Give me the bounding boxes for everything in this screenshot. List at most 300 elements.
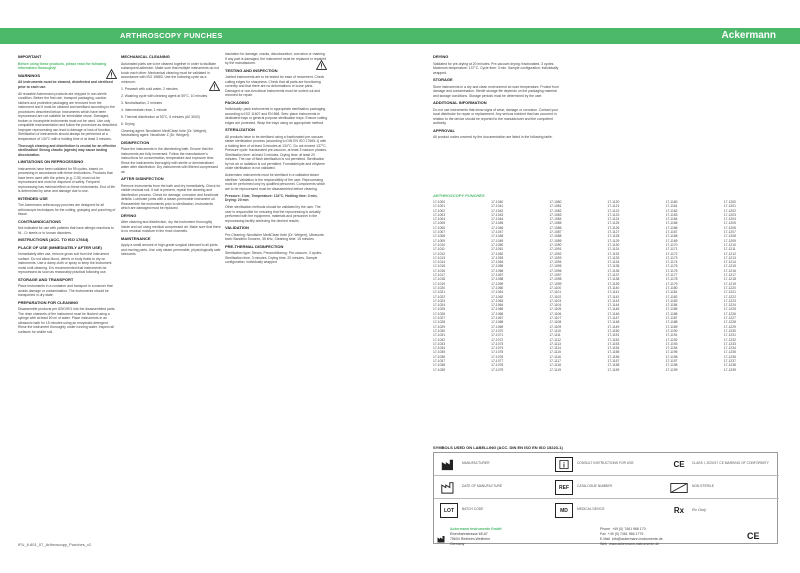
company-address — [450, 527, 502, 547]
article-code: 17-1115 — [549, 350, 561, 355]
article-code: 17-1080 — [549, 200, 562, 204]
phone-value: +49 (0) 7461 966 170 — [612, 527, 646, 531]
article-code: 17-1237 — [723, 358, 736, 363]
article-code: 17-1186 — [665, 311, 678, 316]
article-code: 17-1048 — [491, 234, 504, 239]
document-id: IFU_6.601_07_Arthroscopy_Punches_v2 — [18, 542, 92, 547]
article-code: 17-1150 — [607, 328, 620, 333]
storage-text: Store instruments in a dry and clean environment at room temperature. Protect from damage and contamination. Sterile storage life depends on the packaging material and storage conditions. Storage periods must be determined by the user. — [433, 84, 559, 98]
article-code: 17-1016 — [433, 268, 446, 273]
article-code: 17-1196 — [665, 354, 678, 359]
article-code: 17-1032 — [433, 337, 446, 342]
article-code: 17-1079 — [491, 367, 504, 372]
article-code: 17-1126 — [607, 225, 620, 230]
article-code: 17-1138 — [607, 277, 620, 282]
article-code: 17-1074 — [491, 346, 504, 351]
article-code: 17-1109 — [549, 324, 562, 329]
article-code: 17-1133 — [607, 255, 620, 260]
article-code: 17-1144 — [607, 303, 620, 308]
article-code: 17-1122 — [607, 208, 620, 213]
article-code: 17-1131 — [607, 247, 620, 252]
symbol-cell — [549, 476, 664, 499]
article-grid — [433, 200, 778, 372]
mech-step-4: 4. Intermediate rinse, 1 minute — [121, 107, 167, 112]
approval-text: All product codes covered by the documentation are listed in the following table. — [433, 135, 553, 139]
md-icon: MD — [555, 503, 573, 518]
article-code: 17-1231 — [723, 333, 736, 338]
article-code: 17-1178 — [665, 277, 678, 282]
symbol-label: CONSULT INSTRUCTIONS FOR USE — [577, 461, 634, 465]
additional-info-title: ADDITIONAL INFORMATION — [433, 100, 487, 105]
article-code: 17-1009 — [433, 238, 446, 243]
article-code: 17-1169 — [665, 238, 678, 243]
article-code: 17-1172 — [665, 251, 678, 256]
symbol-cell — [434, 499, 549, 522]
page-title: ARTHROSCOPY PUNCHES — [120, 31, 223, 40]
symbols-row — [434, 499, 779, 522]
warnings-p1: All instruments must be cleaned, disinfected and sterilised prior to each use. — [18, 80, 113, 89]
article-code: 17-1181 — [665, 290, 678, 295]
symbol-label: DATE OF MANUFACTURE — [462, 484, 503, 488]
article-code: 17-1056 — [491, 268, 504, 273]
article-column — [433, 200, 487, 372]
article-code: 17-1099 — [549, 281, 562, 286]
article-code: 17-1029 — [433, 324, 446, 329]
article-code: 17-1190 — [665, 328, 678, 333]
validation2-text: Sterilisation type: Steam, Preconditioning: Pre-vacuum, 3 cycles, Sterilisation time: 3 minutes, Drying time: 20 minutes, Sample configuration: individually wrapped — [225, 251, 323, 264]
company-street: Eisenbahnstrasse 65-67 — [450, 532, 488, 536]
article-code: 17-1004 — [433, 217, 446, 222]
article-code: 17-1179 — [665, 281, 678, 286]
factory-icon — [437, 530, 447, 540]
after-disinfection-text: Remove instruments from the bath and dry immediately. Check for visible residual soil. If soil is present, repeat the cleaning and disinfection process. Check for damage, corrosion and functional deficits. Lubricate joints with a steam-permeable instrument oil. Reassemble the instruments prior to sterilisation. Instruments which are damaged must be replaced. — [121, 183, 221, 210]
article-code: 17-1194 — [665, 346, 678, 351]
article-code: 17-1235 — [723, 350, 736, 355]
article-code: 17-1184 — [665, 303, 678, 308]
article-code: 17-1013 — [433, 255, 446, 260]
article-code: 17-1227 — [723, 316, 736, 321]
article-code: 17-1119 — [549, 367, 561, 372]
article-code: 17-1067 — [491, 316, 504, 321]
article-code: 17-1071 — [491, 333, 504, 338]
article-code: 17-1034 — [433, 346, 446, 351]
article-code: 17-1019 — [433, 281, 446, 286]
article-code: 17-1189 — [665, 324, 678, 329]
article-code: 17-1024 — [433, 303, 446, 308]
article-code: 17-1083 — [549, 212, 562, 217]
article-code: 17-1193 — [665, 341, 678, 346]
article-code: 17-1008 — [433, 234, 446, 239]
article-code: 17-1001 — [433, 204, 446, 209]
warning-triangle-icon — [209, 78, 220, 88]
article-code: 17-1043 — [491, 212, 504, 217]
article-code: 17-1096 — [549, 268, 562, 273]
sterilization-text-3: Other sterilisation methods should be validated by the user. The user is responsible for ensuring that the reprocessing is actually performed with the equipment, materials and personnel in the reprocessing facility achieving the desired results. — [225, 205, 321, 223]
symbol-cell — [664, 453, 779, 476]
article-code: 17-1153 — [607, 341, 620, 346]
article-code: 17-1086 — [549, 225, 562, 230]
article-code: 17-1068 — [491, 320, 504, 325]
article-code: 17-1088 — [549, 234, 562, 239]
article-code: 17-1159 — [607, 367, 620, 372]
article-code: 17-1141 — [607, 290, 620, 295]
article-code: 17-1139 — [607, 281, 620, 286]
ref-icon: REF — [555, 480, 573, 495]
article-code: 17-1125 — [607, 221, 620, 226]
article-code: 17-1161 — [665, 204, 678, 209]
article-code: 17-1188 — [665, 320, 678, 325]
article-code: 17-1177 — [665, 273, 678, 278]
article-code: 17-1031 — [433, 333, 446, 338]
article-code: 17-1044 — [491, 217, 504, 222]
article-code: 17-1063 — [491, 298, 504, 303]
article-list-title: ARTHROSCOPY PUNCHES — [433, 193, 485, 198]
article-code: 17-1089 — [549, 238, 562, 243]
article-code: 17-1030 — [433, 328, 446, 333]
ce-mark-icon: CE — [673, 460, 685, 469]
article-code: 17-1162 — [665, 208, 678, 213]
article-code: 17-1154 — [607, 346, 620, 351]
article-code: 17-1234 — [723, 346, 736, 351]
article-code: 17-1171 — [665, 247, 678, 252]
article-code: 17-1047 — [491, 230, 504, 235]
symbol-cell — [664, 499, 779, 522]
article-code: 17-1060 — [491, 285, 504, 290]
article-code: 17-1021 — [433, 290, 446, 295]
article-code: 17-1168 — [665, 234, 678, 239]
svg-text:i: i — [563, 462, 565, 470]
mech-cleaning-title: MECHANICAL CLEANING — [121, 54, 170, 59]
article-code: 17-1158 — [607, 363, 620, 368]
article-code: 17-1216 — [723, 268, 736, 273]
article-code: 17-1082 — [549, 208, 562, 213]
article-code: 17-1040 — [491, 200, 504, 204]
article-code: 17-1130 — [607, 242, 620, 247]
article-code: 17-1059 — [491, 281, 504, 286]
article-code: 17-1209 — [723, 238, 736, 243]
article-code: 17-1025 — [433, 307, 446, 312]
validation-text: Pre-Cleaning: Neodisher MediClean forte (Dr. Weigert), Ultrasonic bath: Bandelin Sonorex, 35 kHz, Cleaning time: 15 minutes — [225, 232, 325, 241]
article-code: 17-1200 — [723, 200, 736, 204]
intended-title: INTENDED USE — [18, 195, 48, 201]
article-code: 17-1113 — [549, 341, 561, 346]
article-code: 17-1232 — [723, 337, 736, 342]
article-code: 17-1091 — [549, 247, 562, 252]
article-code: 17-1212 — [723, 251, 736, 256]
article-code: 17-1192 — [665, 337, 678, 342]
company-contact — [600, 527, 663, 547]
article-code: 17-1214 — [723, 260, 736, 265]
sterilization-text-2: Ackermann instruments must be sterilised in a validated steam steriliser. Validation is the responsibility of the user. Reprocessing must be performed only by qualified personnel. Components which are to be reprocessed must be disassembled before cleaning. — [225, 173, 326, 191]
article-code: 17-1203 — [723, 212, 736, 217]
article-code: 17-1055 — [491, 264, 504, 269]
article-code: 17-1107 — [549, 316, 562, 321]
symbol-cell — [434, 476, 549, 499]
article-code: 17-1132 — [607, 251, 620, 256]
article-code: 17-1238 — [723, 363, 736, 368]
article-code: 17-1129 — [607, 238, 620, 243]
symbols-row — [434, 476, 779, 499]
column-3 — [225, 52, 328, 507]
article-code: 17-1215 — [723, 264, 736, 269]
validation-title: VALIDATION — [225, 225, 249, 230]
additional-info-text: Do not use instruments that show signs of wear, damage or corrosion. Contact your local distributor for repair or replacement. Any serious incident that has occurred in relation to the device should be reported to the manufacturer and the competent authority. — [433, 107, 559, 125]
article-code: 17-1026 — [433, 311, 446, 316]
article-code: 17-1143 — [607, 298, 620, 303]
article-code: 17-1137 — [607, 273, 620, 278]
article-code: 17-1100 — [549, 285, 562, 290]
important-title: IMPORTANT — [18, 54, 42, 59]
article-code: 17-1199 — [665, 367, 678, 372]
article-code: 17-1176 — [665, 268, 678, 273]
article-code: 17-1110 — [549, 328, 561, 333]
article-column — [724, 200, 778, 372]
web-label: Web — [600, 542, 608, 546]
article-code: 17-1164 — [665, 217, 678, 222]
column-1 — [18, 52, 118, 507]
article-code: 17-1135 — [607, 264, 620, 269]
ce-mark: CE — [747, 531, 760, 541]
article-code: 17-1064 — [491, 303, 504, 308]
company-country: Germany — [450, 542, 465, 546]
article-code: 17-1208 — [723, 234, 736, 239]
symbol-label: Rx Only — [692, 507, 707, 512]
maintenance-title: MAINTENANCE — [121, 235, 151, 241]
article-code: 17-1078 — [491, 363, 504, 368]
article-code: 17-1037 — [433, 358, 446, 363]
contra-title: CONTRAINDICATIONS — [18, 218, 61, 224]
limitations-text: Instruments have been validated for 99 cycles, based on processing in accordance with these instructions. Products that have been used with the prions (e.g. CJD) must not be reprocessed and must be disposed of safely. Frequent reprocessing has minimal effect on these instruments. End of life is determined by wear and damage due to use. — [18, 166, 115, 193]
article-code: 17-1229 — [723, 324, 736, 329]
article-column — [608, 200, 662, 372]
article-code: 17-1173 — [665, 255, 678, 260]
symbols-row — [434, 453, 779, 476]
article-code: 17-1163 — [665, 212, 678, 217]
article-code: 17-1092 — [549, 251, 562, 256]
article-code: 17-1205 — [723, 221, 736, 226]
article-code: 17-1197 — [665, 358, 678, 363]
article-code: 17-1106 — [549, 311, 562, 316]
article-code: 17-1057 — [491, 273, 504, 278]
article-code: 17-1191 — [665, 333, 678, 338]
article-code: 17-1035 — [433, 350, 446, 355]
article-code: 17-1114 — [549, 346, 561, 351]
article-code: 17-1022 — [433, 294, 446, 299]
article-code: 17-1221 — [723, 290, 736, 295]
article-code: 17-1002 — [433, 208, 446, 213]
article-list — [433, 190, 778, 440]
article-code: 17-1213 — [723, 255, 736, 260]
article-code: 17-1023 — [433, 298, 446, 303]
article-code: 17-1104 — [549, 303, 562, 308]
consult-instructions-icon — [555, 457, 573, 472]
lot-icon: LOT — [440, 503, 458, 518]
factory-icon — [440, 457, 458, 472]
symbol-label: CLASS I, 2020/17 CE MARKING OF CONFORMITY — [692, 461, 769, 465]
article-code: 17-1020 — [433, 285, 446, 290]
article-code: 17-1148 — [607, 320, 620, 325]
article-code: 17-1134 — [607, 260, 620, 265]
article-code: 17-1012 — [433, 251, 446, 256]
symbol-cell — [434, 453, 549, 476]
article-code: 17-1061 — [491, 290, 504, 295]
article-code: 17-1146 — [607, 311, 620, 316]
article-code: 17-1204 — [723, 217, 736, 222]
article-code: 17-1054 — [491, 260, 504, 265]
instructions-title: INSTRUCTIONS (ACC. TO ISO 17664) — [18, 237, 89, 242]
maintenance-text: Apply a small amount of high-grade surgical lubricant to all joints and moving parts. Use only steam-permeable, physiologically safe lubricants. — [121, 243, 221, 256]
prep-text: Disassemble products per ASKVR/1 into the disassembled parts. The rinse channels of the instrument must be flushed using a syringe with at least 50 ml of water. Place instruments in an ultrasonic bath for 15 minutes using an enzymatic detergent. Rinse the instrument thoroughly under running water. Inspect all surfaces for visible soil. — [18, 307, 116, 334]
warnings-title: WARNINGS — [18, 72, 40, 78]
article-code: 17-1116 — [549, 354, 561, 359]
article-code: 17-1039 — [433, 367, 446, 372]
article-code: 17-1160 — [665, 200, 678, 204]
article-code: 17-1038 — [433, 363, 446, 368]
article-code: 17-1142 — [607, 294, 620, 299]
article-code: 17-1185 — [665, 307, 678, 312]
testing-title: TESTING AND INSPECTION — [225, 67, 278, 73]
article-code: 17-1015 — [433, 264, 446, 269]
article-code: 17-1225 — [723, 307, 736, 312]
article-column — [491, 200, 545, 372]
storage-title: STORAGE — [433, 77, 453, 82]
intended-text: The Ackermann arthroscopy punches are designed for all arthroscopic techniques for the cutting, grasping and punching of tissue. — [18, 203, 116, 216]
symbol-label: BATCH CODE — [462, 507, 484, 511]
article-code: 17-1051 — [491, 247, 504, 252]
article-code: 17-1151 — [607, 333, 620, 338]
article-code: 17-1223 — [723, 298, 736, 303]
email-label: E-Mail — [600, 537, 610, 541]
article-code: 17-1094 — [549, 260, 562, 265]
article-code: 17-1180 — [665, 285, 678, 290]
article-code: 17-1014 — [433, 260, 446, 265]
article-code: 17-1183 — [665, 298, 678, 303]
mech-step-6: 6. Drying — [121, 121, 135, 126]
article-code: 17-1182 — [665, 294, 678, 299]
article-code: 17-1165 — [665, 221, 678, 226]
warnings-p3: Thorough cleaning and disinfection is crucial for an effective sterilisation! Strong chaotic (agents) may cause lasting discoloration. — [18, 143, 117, 157]
article-code: 17-1093 — [549, 255, 562, 260]
drying-validation-text: Validated for pre-drying at 20 minutes. Pre-vacuum drying: fractionated, 3 cycles. Maximum temperature: 137°C. Cycle time: 3 min. Sample configuration: individually wrapped. — [433, 61, 559, 75]
web-value[interactable]: www.ackermann-instrumente.de — [609, 542, 660, 546]
limitations-title: LIMITATIONS ON REPROCESSING — [18, 159, 84, 164]
article-column — [549, 200, 603, 372]
article-code: 17-1219 — [723, 281, 736, 286]
article-code: 17-1117 — [549, 358, 561, 363]
warning-triangle-icon — [316, 57, 327, 67]
article-code: 17-1224 — [723, 303, 736, 308]
mech-cleaning-text: Automated parts are to be cleaned together in order to facilitate subsequent adhesion. Make sure that multiple instruments do not touch each other. Mechanical cleaning must be validated in accordance with ISO 15883. Use the following cycle as a minimum: — [121, 61, 220, 84]
article-code: 17-1228 — [723, 320, 736, 325]
article-code: 17-1052 — [491, 251, 504, 256]
article-code: 17-1062 — [491, 294, 504, 299]
article-code: 17-1128 — [607, 234, 620, 239]
storage-transport-text: Place instruments in a container and transport in a manner that avoids damage or contamination. The instruments should be transported in dry state. — [18, 284, 113, 297]
prep-title: PREPARATION FOR CLEANING — [18, 299, 79, 305]
article-code: 17-1124 — [607, 217, 620, 222]
phone-label: Phone — [600, 527, 611, 531]
article-code: 17-1011 — [433, 247, 445, 252]
drying-text: After cleaning and disinfection, dry the instrument thoroughly inside and out using medical compressed air. Make sure that there is no residual moisture in the rinse channels. — [121, 220, 221, 233]
article-code: 17-1211 — [723, 247, 736, 252]
article-code: 17-1152 — [607, 337, 620, 342]
article-code: 17-1140 — [607, 285, 620, 290]
article-code: 17-1081 — [549, 204, 562, 209]
contra-text: Not indicated for use with patients that have allergic reactions to Ni - Cr steels or to known disorders. — [18, 226, 114, 235]
article-code: 17-1049 — [491, 238, 504, 243]
article-code: 17-1017 — [433, 273, 446, 278]
article-code: 17-1105 — [549, 307, 562, 312]
article-code: 17-1123 — [607, 212, 620, 217]
company-city: 78604 Rietheim-Weilheim — [450, 537, 491, 541]
fax-label: Fax — [600, 532, 606, 536]
article-code: 17-1127 — [607, 230, 620, 235]
validation2-title: PRE-THERMAL DISINFECTION — [225, 243, 284, 249]
article-code: 17-1170 — [665, 242, 678, 247]
date-of-manufacture-icon — [440, 480, 458, 495]
article-code: 17-1230 — [723, 328, 736, 333]
article-code: 17-1102 — [549, 294, 562, 299]
symbol-label: NON STERILE — [692, 484, 714, 488]
article-code: 17-1111 — [549, 333, 561, 338]
article-code: 17-1145 — [607, 307, 620, 312]
article-code: 17-1000 — [433, 200, 446, 204]
symbol-cell — [549, 499, 664, 522]
article-code: 17-1147 — [607, 316, 620, 321]
article-code: 17-1220 — [723, 285, 736, 290]
symbol-cell — [549, 453, 664, 476]
email-value[interactable]: info@ackermann-instrumente.de — [611, 537, 663, 541]
article-code: 17-1098 — [549, 277, 562, 282]
approval-title: APPROVAL — [433, 127, 455, 133]
after-disinfection-title: AFTER DISINFECTION — [121, 176, 164, 181]
article-code: 17-1065 — [491, 307, 504, 312]
article-code: 17-1101 — [549, 290, 562, 295]
article-code: 17-1095 — [549, 264, 562, 269]
article-code: 17-1070 — [491, 328, 504, 333]
inspection-cont-text: insulation for damage, cracks, discolouration, corrosion or marking. If any part is damaged, the instrument must be replaced or repaired by the manufacturer. — [225, 52, 327, 65]
article-code: 17-1041 — [491, 204, 504, 209]
mech-step-5: 5. Thermal disinfection at 93°C, 5 minutes (A0 3000) — [121, 114, 200, 119]
article-code: 17-1167 — [665, 230, 678, 235]
important-text: Before using these products, please read the following information thoroughly! — [18, 61, 107, 70]
article-code: 17-1166 — [665, 225, 678, 230]
article-code: 17-1076 — [491, 354, 504, 359]
article-code: 17-1073 — [491, 341, 504, 346]
disinfection-title: DISINFECTION — [121, 139, 150, 145]
article-code: 17-1155 — [607, 350, 620, 355]
article-code: 17-1077 — [491, 358, 504, 363]
article-code: 17-1072 — [491, 337, 504, 342]
article-code: 17-1028 — [433, 320, 446, 325]
brand-logo: Ackermann — [721, 30, 776, 41]
article-code: 17-1174 — [665, 260, 678, 265]
article-code: 17-1033 — [433, 341, 446, 346]
article-code: 17-1058 — [491, 277, 504, 282]
symbol-cell — [664, 476, 779, 499]
article-code: 17-1202 — [723, 208, 736, 213]
article-code: 17-1187 — [665, 316, 678, 321]
symbols-title: SYMBOLS USED ON LABELLING (ACC. DIN EN ISO EN ISO 15223-1) — [433, 445, 563, 450]
article-code: 17-1007 — [433, 230, 446, 235]
article-code: 17-1226 — [723, 311, 736, 316]
packaging-text: Individually: pack instruments in appropriate sterilisation packaging according to ISO 11607 and EN 868. Sets: place instruments in dedicated trays or general purpose sterilisation trays. Ensure cutting edges are protected. Wrap the trays using an appropriate method. — [225, 107, 328, 125]
warning-triangle-icon — [106, 66, 117, 76]
article-code: 17-1120 — [607, 200, 620, 204]
fax-value: +49 (0) 7461 966 1779 — [607, 532, 644, 536]
article-code: 17-1201 — [723, 204, 736, 209]
article-code: 17-1075 — [491, 350, 504, 355]
